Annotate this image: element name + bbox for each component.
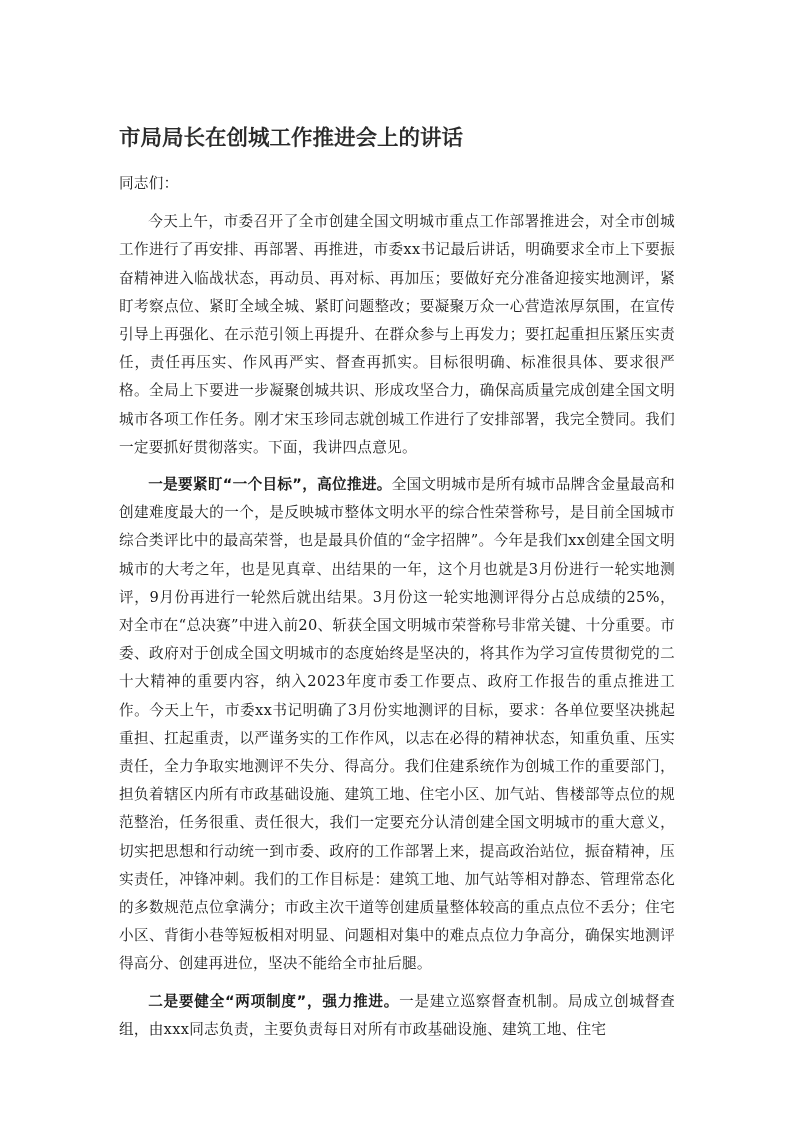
salutation: 同志们： <box>119 175 179 192</box>
paragraph-lead: 二是要健全“两项制度”，强力推进。 <box>148 992 400 1010</box>
paragraph-point-two <box>119 988 675 1044</box>
paragraph-lead: 一是要紧盯“一个目标”，高位推进。 <box>148 476 392 494</box>
paragraph-text: 今天上午，市委召开了全市创建全国文明城市重点工作部署推进会，对全市创城工作进行了再安排、再部署、再推进，市委xx书记最后讲话，明确要求全市上下要振奋精神进入临战状态，再动员、再对标、再加压；要做好充分准备迎接实地测评，紧盯考察点位、紧盯全域全城、紧盯问题整改；要凝聚万众一心营造浓厚氛围，在宣传引导上再强化、在示范引领上再提升、在群众参与上再发力；要扛起重担压紧压实责任，责任再压实、作风再严实、督查再抓实。目标很明确、标准很具体、要求很严格。全局上下要进一步凝聚创城共识、形成攻坚合力，确保高质量完成创建全国文明城市各项工作任务。刚才宋玉珍同志就创城工作进行了安排部署，我完全赞同。我们一定要抓好贯彻落实。下面，我讲四点意见。 <box>119 213 675 456</box>
page-title: 市局局长在创城工作推进会上的讲话 <box>119 126 464 151</box>
paragraph-text: 全国文明城市是所有城市品牌含金量最高和创建难度最大的一个，是反映城市整体文明水平的综合性荣誉称号，是目前全国城市综合类评比中的最高荣誉，也是最具价值的“金字招牌”。今年是我们xx创建全国文明城市的大考之年，也是见真章、出结果的一年，这个月也就是3月份进行一轮实地测评，9月份再进行一轮然后就出结果。3月份这一轮实地测评得分占总成绩的25%，对全市在“总决赛”中进入前20、斩获全国文明城市荣誉称号非常关键、十分重要。市委、政府对于创成全国文明城市的态度始终是坚决的，将其作为学习宣传贯彻党的二十大精神的重要内容，纳入2023年度市委工作要点、政府工作报告的重点推进工作。今天上午，市委xx书记明确了3月份实地测评的目标，要求：各单位要坚决挑起重担、扛起重责，以严谨务实的工作作风，以志在必得的精神状态，知重负重、压实责任，全力争取实地测评不失分、得高分。我们住建系统作为创城工作的重要部门，担负着辖区内所有市政基础设施、建筑工地、住宅小区、加气站、售楼部等点位的规范整治，任务很重、责任很大，我们一定要充分认清创建全国文明城市的重大意义，切实把思想和行动统一到市委、政府的工作部署上来，提高政治站位，振奋精神，压实责任，冲锋冲刺。我们的工作目标是：建筑工地、加气站等相对静态、管理常态化的多数规范点位拿满分；市政主次干道等创建质量整体较高的重点点位不丢分；住宅小区、背街小巷等短板相对明显、问题相对集中的难点点位力争高分，确保实地测评得高分、创建再进位，坚决不能给全市扯后腿。 <box>119 476 675 973</box>
paragraph-point-one <box>119 471 675 979</box>
paragraph-intro <box>119 208 675 462</box>
document-body <box>119 170 675 1044</box>
paragraph-text: 一是建立巡察督查机制。局成立创城督查组，由xxx同志负责，主要负责每日对所有市政基础设施、建筑工地、住宅 <box>119 992 675 1038</box>
